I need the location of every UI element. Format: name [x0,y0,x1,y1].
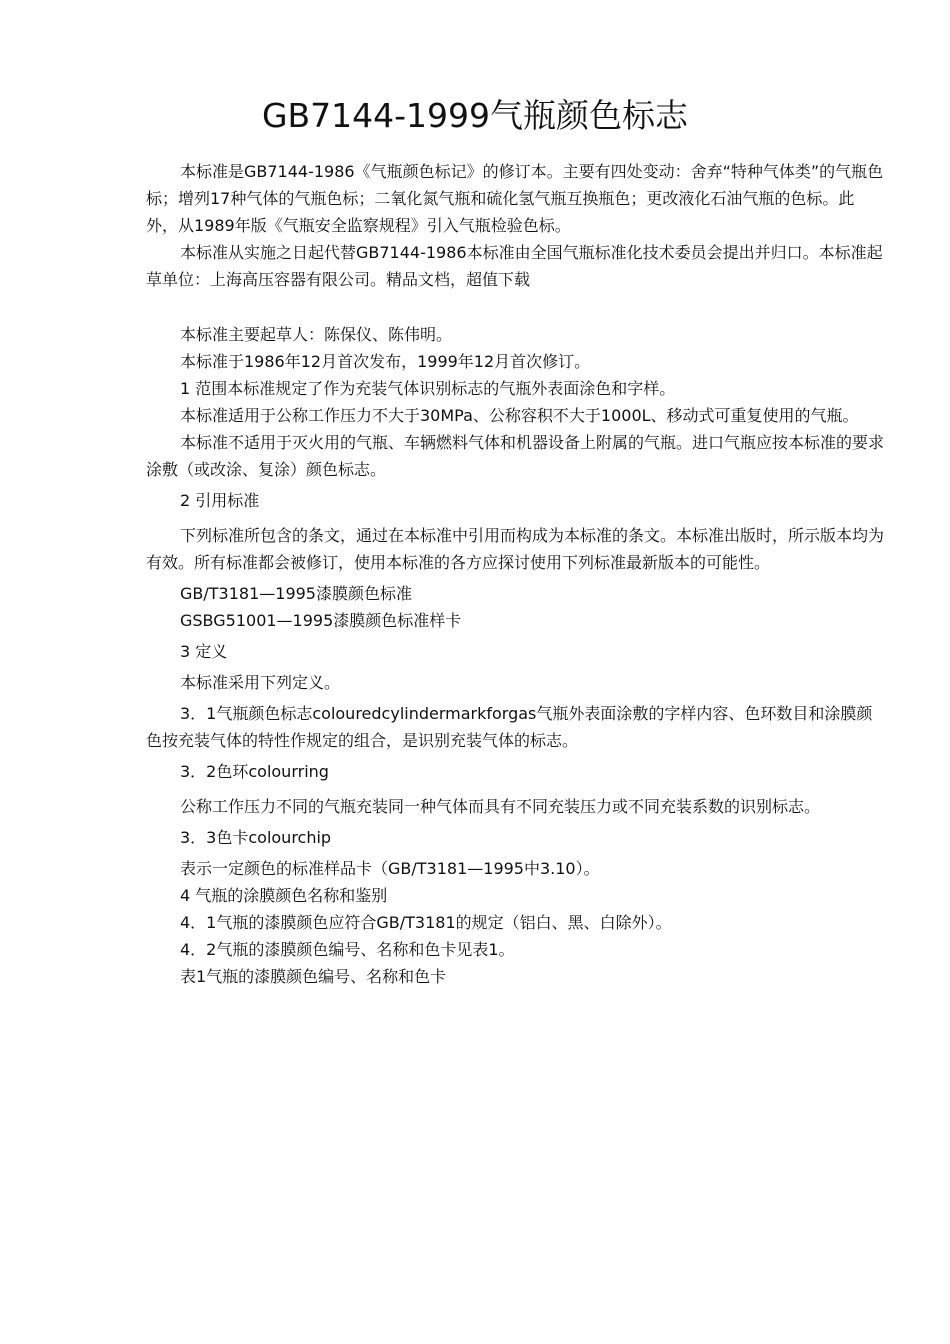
document-title: GB7144-1999气瓶颜色标志 [261,96,689,135]
document-body [146,158,886,990]
definition-heading-color-ring: 3．2色环colourring [180,762,329,781]
definition-color-mark: 3．1气瓶颜色标志colouredcylindermarkforgas气瓶外表面涂敷的字样内容、色环数目和涂膜颜色按充装气体的特性作规定的组合，是识别充装气体的标志。 [146,704,873,750]
section-heading-references: 2 引用标准 [180,491,260,510]
reference-item-gsbg51001: GSBG51001—1995漆膜颜色标准样卡 [180,611,462,630]
reference-item-gbt3181: GB/T3181—1995漆膜颜色标准 [180,584,412,603]
definition-color-chip: 表示一定颜色的标准样品卡（GB/T3181—1995中3.10）。 [180,859,600,878]
paragraph-applicability: 本标准适用于公称工作压力不大于30MPa、公称容积不大于1000L、移动式可重复使用的气瓶。 [180,406,859,425]
paragraph-scope: 1 范围本标准规定了作为充装气体识别标志的气瓶外表面涂色和字样。 [180,379,676,398]
paragraph-drafters: 本标准主要起草人：陈保仪、陈伟明。 [180,325,453,344]
paragraph-issue-history: 本标准于1986年12月首次发布，1999年12月首次修订。 [180,352,591,371]
paragraph-exclusions: 本标准不适用于灭火用的气瓶、车辆燃料气体和机器设备上附属的气瓶。进口气瓶应按本标准的要求涂敷（或改涂、复涂）颜色标志。 [146,433,885,479]
definition-heading-color-chip: 3．3色卡colourchip [180,828,332,847]
paragraph-references-intro: 下列标准所包含的条文，通过在本标准中引用而构成为本标准的条文。本标准出版时，所示版本均为有效。所有标准都会被修订，使用本标准的各方应探讨使用下列标准最新版本的可能性。 [146,526,885,572]
section-heading-coating-color: 4 气瓶的涂膜颜色名称和鉴别 [180,886,388,905]
paragraph-revision-summary: 本标准是GB7144-1986《气瓶颜色标记》的修订本。主要有四处变动：舍弃“特种气体类”的气瓶色标；增列17种气体的气瓶色标；二氧化氮气瓶和硫化氢气瓶互换瓶色；更改液化石油气瓶的色标。此外，从1989年版《气瓶安全监察规程》引入气瓶检验色标。 [146,162,884,235]
clause-4-1: 4．1气瓶的漆膜颜色应符合GB/T3181的规定（铝白、黑、白除外）。 [180,913,672,932]
paragraph-definitions-intro: 本标准采用下列定义。 [180,673,341,692]
section-heading-definitions: 3 定义 [180,642,228,661]
table-caption: 表1气瓶的漆膜颜色编号、名称和色卡 [180,967,447,986]
clause-4-2: 4．2气瓶的漆膜颜色编号、名称和色卡见表1。 [180,940,515,959]
definition-color-ring: 公称工作压力不同的气瓶充装同一种气体而具有不同充装压力或不同充装系数的识别标志。 [180,797,821,816]
paragraph-replacement-drafting-unit: 本标准从实施之日起代替GB7144-1986本标准由全国气瓶标准化技术委员会提出并归口。本标准起草单位：上海高压容器有限公司。精品文档，超值下载 [146,243,883,289]
